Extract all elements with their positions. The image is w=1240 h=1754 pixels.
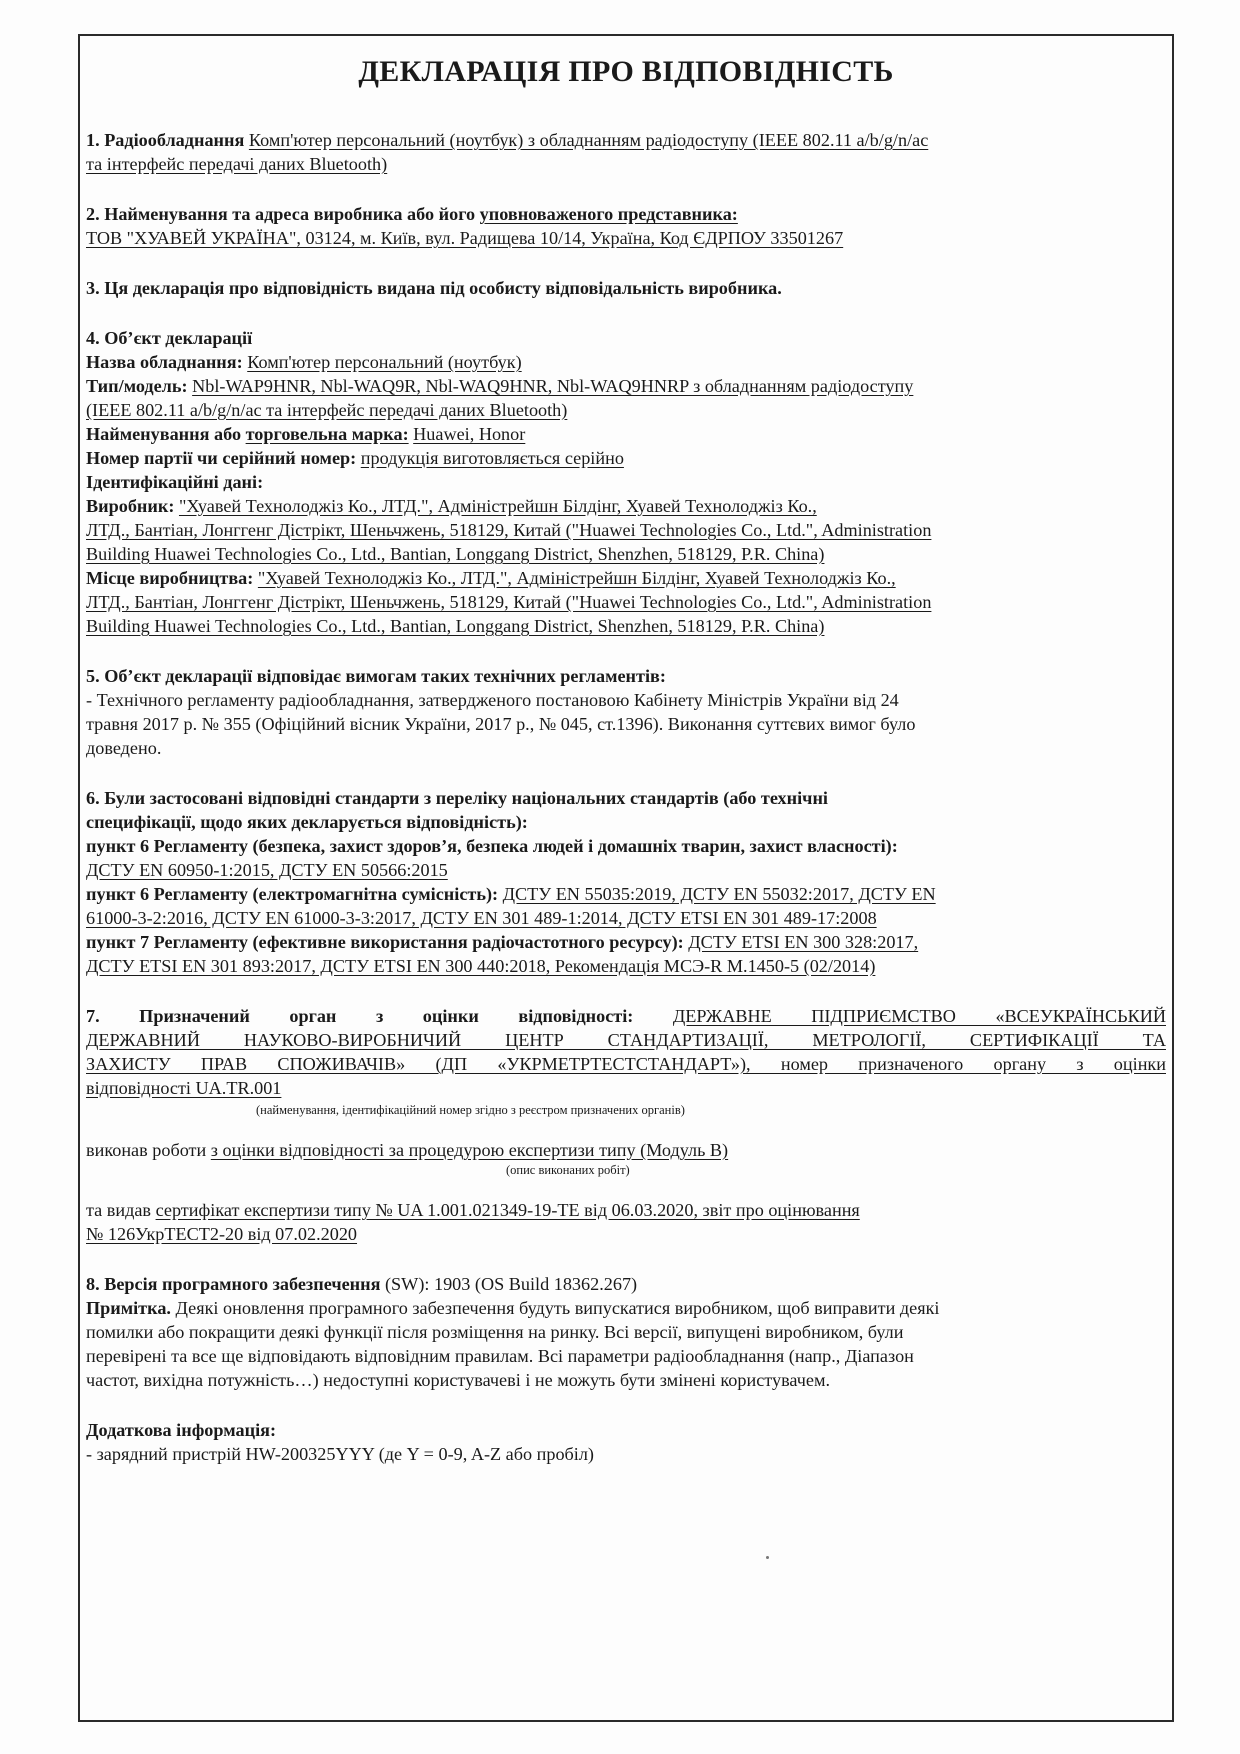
maker-value-cont-1: ЛТД., Бантіан, Лонггенг Дістрікт, Шеньчжень, 518129, Китай ("Huawei Technologies Co., Ltd.", Administration — [86, 520, 932, 540]
equipment-name-value: Комп'ютер персональний (ноутбук) — [247, 352, 522, 372]
section-standards — [86, 786, 1166, 978]
section-radio-equipment — [86, 128, 1166, 176]
standards-radio-value: ДСТУ ETSI EN 300 328:2017, — [688, 932, 919, 952]
work-caption: (опис виконаних робіт) — [506, 1163, 630, 1177]
certificate-value: сертифікат експертизи типу № UA 1.001.021349-19-TE від 06.03.2020, звіт про оцінювання — [155, 1200, 860, 1220]
section-2-label-underlined: уповноваженого представника: — [479, 204, 738, 224]
note-line-3: перевірені та все ще відповідають відповідним правилам. Всі параметри радіообладнання (напр., Діапазон — [86, 1346, 914, 1366]
standards-emc-value-cont: 61000-3-2:2016, ДСТУ EN 61000-3-3:2017, ДСТУ EN 301 489-1:2014, ДСТУ ETSI EN 301 489-17:2008 — [86, 908, 877, 928]
production-place-cont-2: Building Huawei Technologies Co., Ltd., Bantian, Longgang District, Shenzhen, 518129, P.R. China) — [86, 616, 825, 636]
software-label: 8. Версія програмного забезпечення — [86, 1274, 381, 1294]
section-2-label: 2. Найменування та адреса виробника або його — [86, 204, 476, 224]
document-title: ДЕКЛАРАЦІЯ ПРО ВІДПОВІДНІСТЬ — [358, 55, 894, 88]
brand-value: Huawei, Honor — [413, 424, 526, 444]
notified-body-name: ДЕРЖАВНЕ ПІДПРИЄМСТВО «ВСЕУКРАЇНСЬКИЙ — [672, 1006, 1166, 1026]
section-1-value: Комп'ютер персональний (ноутбук) з обладнанням радіодоступу (IEEE 802.11 a/b/g/n/ac — [248, 130, 929, 150]
standards-radio-value-cont: ДСТУ ETSI EN 301 893:2017, ДСТУ ETSI EN 300 440:2018, Рекомендація МСЭ-R M.1450-5 (02/2014) — [86, 956, 876, 976]
note-line-2: помилки або покращити деякі функції після розміщення на ринку. Всі версії, випущені виробником, були — [86, 1322, 904, 1342]
model-value: Nbl-WAP9HNR, Nbl-WAQ9R, Nbl-WAQ9HNR, Nbl-WAQ9HNRP з обладнанням радіодоступу — [192, 376, 914, 396]
additional-info-line: - зарядний пристрій HW-200325YYY (де Y = 0-9, A-Z або пробіл) — [86, 1444, 594, 1464]
additional-info-heading: Додаткова інформація: — [86, 1420, 277, 1440]
model-label: Тип/модель: — [86, 376, 188, 396]
section-5-line-1: - Технічного регламенту радіообладнання, затвердженого постановою Кабінету Міністрів України від 24 — [86, 690, 899, 710]
section-manufacturer — [86, 202, 1166, 250]
production-place-value: "Хуавей Технолоджіз Ко., ЛТД.", Адміністрейшн Білдінг, Хуавей Технолоджіз Ко., — [257, 568, 896, 588]
scan-speck — [766, 1556, 769, 1559]
section-1-value-cont: та інтерфейс передачі даних Bluetooth) — [86, 154, 388, 174]
maker-value-cont-2: Building Huawei Technologies Co., Ltd., Bantian, Longgang District, Shenzhen, 518129, P.R. China) — [86, 544, 825, 564]
standards-radio-label: пункт 7 Регламенту (ефективне використання радіочастотного ресурсу): — [86, 932, 684, 952]
section-2-value: ТОВ "ХУАВЕЙ УКРАЇНА", 03124, м. Київ, вул. Радищева 10/14, Україна, Код ЄДРПОУ 33501267 — [86, 228, 844, 248]
report-value: № 126УкрТЕСТ2-20 від 07.02.2020 — [86, 1224, 358, 1244]
brand-label: Найменування або — [86, 424, 242, 444]
batch-value: продукція виготовляється серійно — [360, 448, 624, 468]
section-object — [86, 326, 1166, 638]
section-5-line-2: травня 2017 р. № 355 (Офіційний вісник України, 2017 р., № 045, ст.1396). Виконання суттєвих вимог було — [86, 714, 916, 734]
maker-value: "Хуавей Технолоджіз Ко., ЛТД.", Адміністрейшн Білдінг, Хуавей Технолоджіз Ко., — [178, 496, 817, 516]
section-regulations — [86, 664, 1166, 760]
note-label: Примітка. — [86, 1298, 171, 1318]
section-4-heading: 4. Об’єкт декларації — [86, 328, 253, 348]
batch-label: Номер партії чи серійний номер: — [86, 448, 357, 468]
brand-label-underlined: торговельна марка: — [245, 424, 409, 444]
production-place-label: Місце виробництва: — [86, 568, 254, 588]
section-additional-info — [86, 1418, 1166, 1466]
section-5-line-3: доведено. — [86, 738, 162, 758]
equipment-name-label: Назва обладнання: — [86, 352, 243, 372]
section-1-label: 1. Радіообладнання — [86, 130, 245, 150]
notified-body-number: відповідності UA.TR.001 — [86, 1078, 282, 1098]
note-line-1: Деякі оновлення програмного забезпечення будуть випускатися виробником, щоб виправити деякі — [175, 1298, 940, 1318]
maker-label: Виробник: — [86, 496, 175, 516]
section-notified-body — [86, 1004, 1166, 1246]
notified-body-caption: (найменування, ідентифікаційний номер згідно з реєстром призначених органів) — [256, 1103, 685, 1117]
work-label: виконав роботи — [86, 1140, 207, 1160]
production-place-cont-1: ЛТД., Бантіан, Лонггенг Дістрікт, Шеньчжень, 518129, Китай ("Huawei Technologies Co., Ltd.", Administration — [86, 592, 932, 612]
declaration-document — [86, 48, 1166, 1492]
section-responsibility — [86, 276, 1166, 300]
issued-label: та видав — [86, 1200, 152, 1220]
standards-safety-value: ДСТУ EN 60950-1:2015, ДСТУ EN 50566:2015 — [86, 860, 448, 880]
notified-body-name-cont-2: ЗАХИСТУ ПРАВ СПОЖИВАЧІВ» (ДП «УКРМЕТРТЕСТСТАНДАРТ»), номер призначеного органу з оцінки — [86, 1054, 1166, 1074]
notified-body-name-cont-1: ДЕРЖАВНИЙ НАУКОВО-ВИРОБНИЧИЙ ЦЕНТР СТАНДАРТИЗАЦІЇ, МЕТРОЛОГІЇ, СЕРТИФІКАЦІЇ ТА — [86, 1030, 1166, 1050]
section-5-heading: 5. Об’єкт декларації відповідає вимогам таких технічних регламентів: — [86, 666, 666, 686]
note-line-4: частот, вихідна потужність…) недоступні користувачеві і не можуть бути змінені користувачем. — [86, 1370, 831, 1390]
section-6-heading: 6. Були застосовані відповідні стандарти з переліку національних стандартів (або технічні — [86, 788, 828, 808]
section-software — [86, 1272, 1166, 1392]
identification-label: Ідентифікаційні дані: — [86, 472, 264, 492]
work-value: з оцінки відповідності за процедурою експертизи типу (Модуль B) — [210, 1140, 729, 1160]
model-value-cont: (IEEE 802.11 a/b/g/n/ac та інтерфейс передачі даних Bluetooth) — [86, 400, 568, 420]
standards-emc-label: пункт 6 Регламенту (електромагнітна сумісність): — [86, 884, 499, 904]
section-3-text: 3. Ця декларація про відповідність видана під особисту відповідальність виробника. — [86, 278, 782, 298]
standards-emc-value: ДСТУ EN 55035:2019, ДСТУ EN 55032:2017, ДСТУ EN — [502, 884, 936, 904]
section-7-label: 7. Призначений орган з оцінки відповідності: — [86, 1006, 634, 1026]
section-6-heading-cont: специфікації, щодо яких декларується відповідність): — [86, 812, 528, 832]
software-value: (SW): 1903 (OS Build 18362.267) — [385, 1274, 638, 1294]
standards-safety-label: пункт 6 Регламенту (безпека, захист здоров’я, безпека людей і домашніх тварин, захист власності): — [86, 836, 898, 856]
